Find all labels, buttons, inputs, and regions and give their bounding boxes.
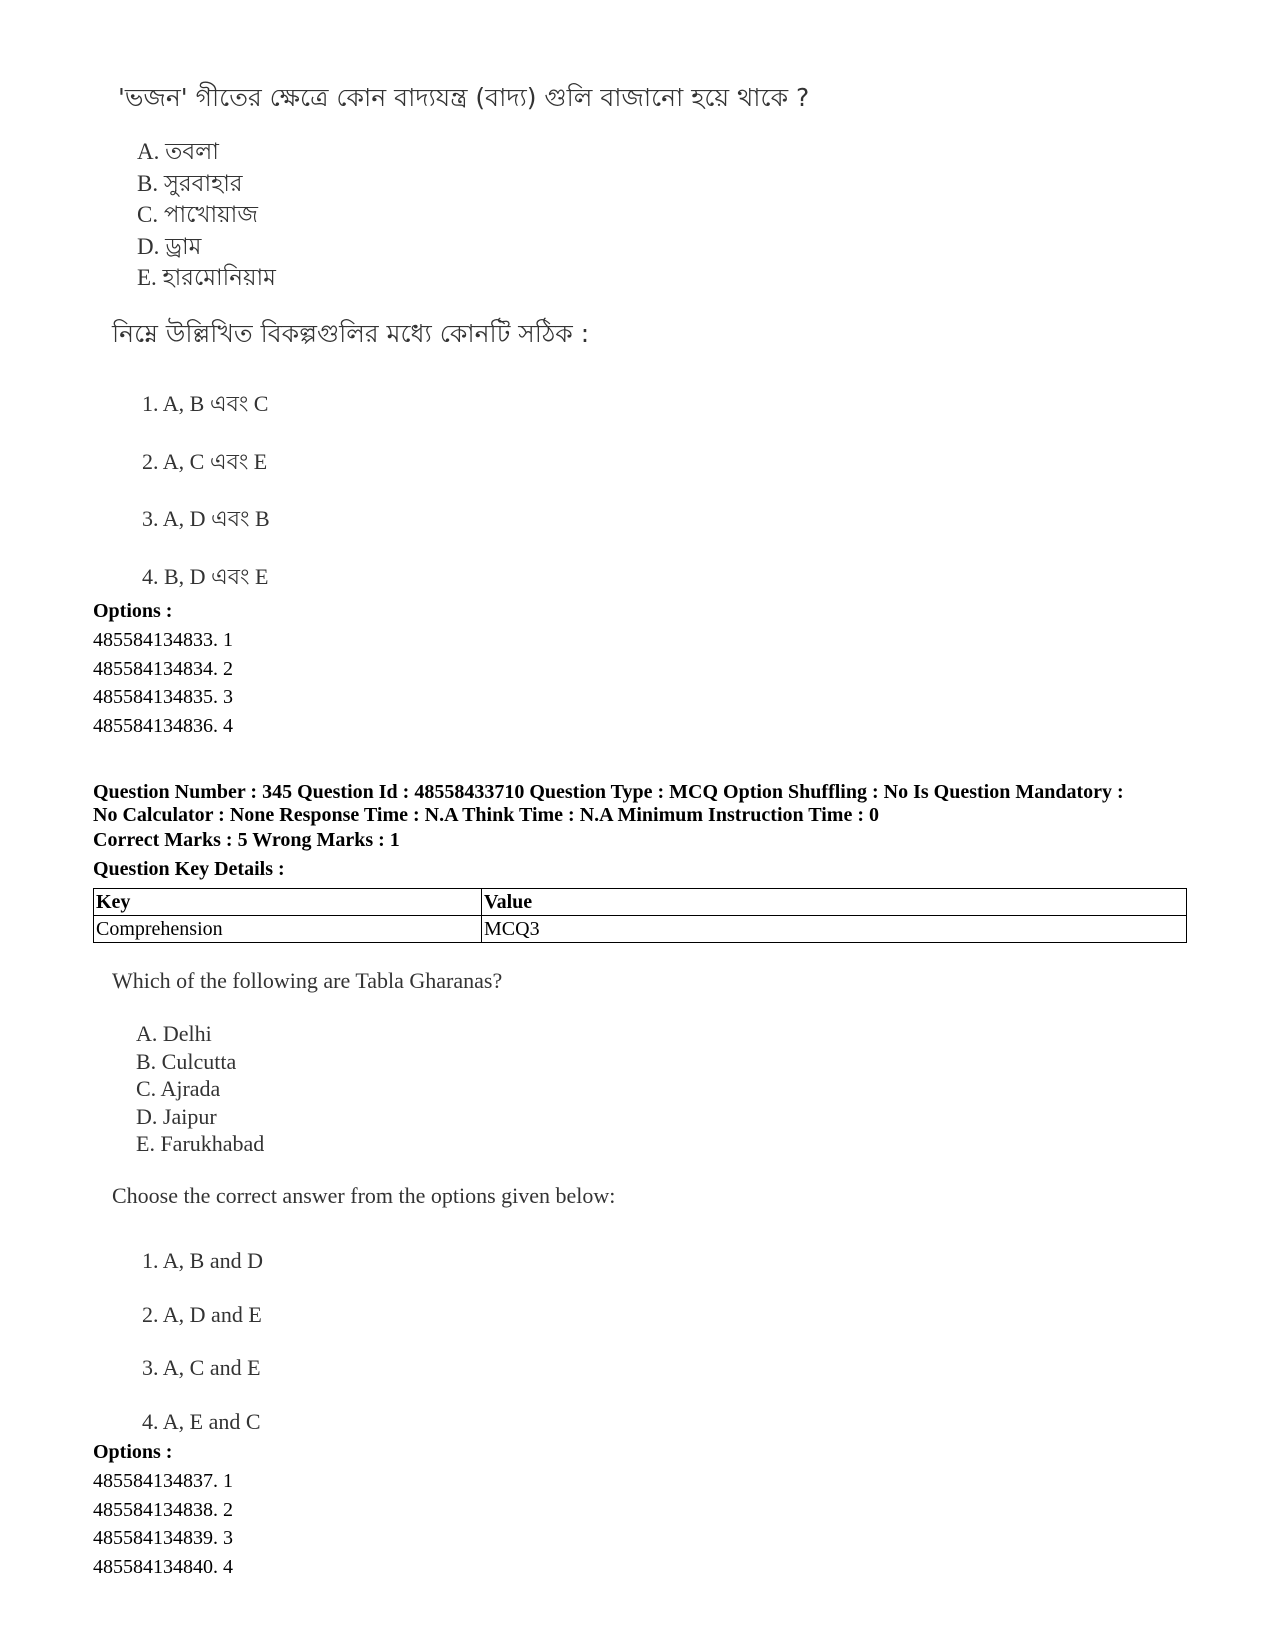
- options-block-q1: [93, 597, 233, 741]
- statement-item: E. Farukhabad: [136, 1131, 265, 1156]
- table-header-cell: Value: [482, 889, 1187, 916]
- option-id-item: 485584134834. 2: [93, 657, 233, 680]
- key-details-table: [93, 888, 1187, 943]
- statement-item: C. Ajrada: [136, 1076, 221, 1101]
- statement-item: E. হারমোনিয়াম: [137, 265, 276, 290]
- option-id-item: 485584134840. 4: [93, 1556, 233, 1579]
- table-row: [94, 916, 1187, 943]
- statement-item: C. পাখোয়াজ: [137, 202, 258, 227]
- options-block-q2: [93, 1438, 233, 1582]
- option-id-item: 485584134837. 1: [93, 1469, 233, 1492]
- answer-choice: 1. A, B and D: [142, 1248, 263, 1273]
- statement-list: [137, 136, 276, 294]
- question-meta: [93, 781, 1193, 827]
- answer-choice: 2. A, D and E: [142, 1301, 262, 1327]
- answer-choice: 4. B, D এবং E: [142, 563, 269, 589]
- answer-choice: 3. A, C and E: [142, 1355, 261, 1380]
- option-id-list: [93, 1467, 233, 1582]
- table-cell: MCQ3: [482, 916, 1187, 943]
- statement-item: D. ড্রাম: [137, 233, 202, 259]
- statement-item: D. Jaipur: [136, 1103, 217, 1129]
- option-id-item: 485584134833. 1: [93, 628, 233, 651]
- answer-choice: 4. A, E and C: [142, 1408, 261, 1434]
- statement-item: A. তবলা: [137, 139, 219, 164]
- question-instruction: Choose the correct answer from the options given below:: [112, 1183, 616, 1208]
- options-title: Options :: [93, 1441, 173, 1463]
- answer-choice: 1. A, B এবং C: [142, 391, 269, 416]
- table-header-cell: Key: [94, 889, 482, 916]
- answer-choice: 3. A, D এবং B: [142, 506, 270, 531]
- answer-choice-list: [142, 1234, 263, 1448]
- key-details-title: Question Key Details :: [93, 858, 285, 880]
- question-marks: Correct Marks : 5 Wrong Marks : 1: [93, 829, 400, 851]
- option-id-item: 485584134835. 3: [93, 686, 233, 709]
- table-header-row: [94, 889, 1187, 916]
- question-meta-line-2: No Calculator : None Response Time : N.A Think Time : N.A Minimum Instruction Time : 0: [93, 804, 879, 826]
- question-instruction: নিম্নে উল্লিখিত বিকল্পগুলির মধ্যে কোনটি সঠিক :: [112, 319, 590, 348]
- question-stem: 'ভজন' গীতের ক্ষেত্রে কোন বাদ্যযন্ত্র (বাদ্য) গুলি বাজানো হয়ে থাকে ?: [118, 83, 810, 112]
- answer-choice-list: [142, 375, 270, 605]
- answer-choice: 2. A, C এবং E: [142, 448, 268, 474]
- table-cell: Comprehension: [94, 916, 482, 943]
- options-title: Options :: [93, 600, 173, 622]
- statement-item: B. সুরবাহার: [137, 170, 243, 196]
- statement-item: A. Delhi: [136, 1021, 212, 1046]
- statement-list: [136, 1020, 264, 1158]
- option-id-item: 485584134839. 3: [93, 1527, 233, 1550]
- option-id-list: [93, 626, 233, 741]
- option-id-item: 485584134838. 2: [93, 1498, 233, 1521]
- statement-item: B. Culcutta: [136, 1048, 237, 1074]
- question-stem: Which of the following are Tabla Gharanas?: [112, 968, 503, 993]
- option-id-item: 485584134836. 4: [93, 715, 233, 738]
- question-meta-line-1: Question Number : 345 Question Id : 48558433710 Question Type : MCQ Option Shuffling : No Is Question Mandatory :: [93, 781, 1124, 803]
